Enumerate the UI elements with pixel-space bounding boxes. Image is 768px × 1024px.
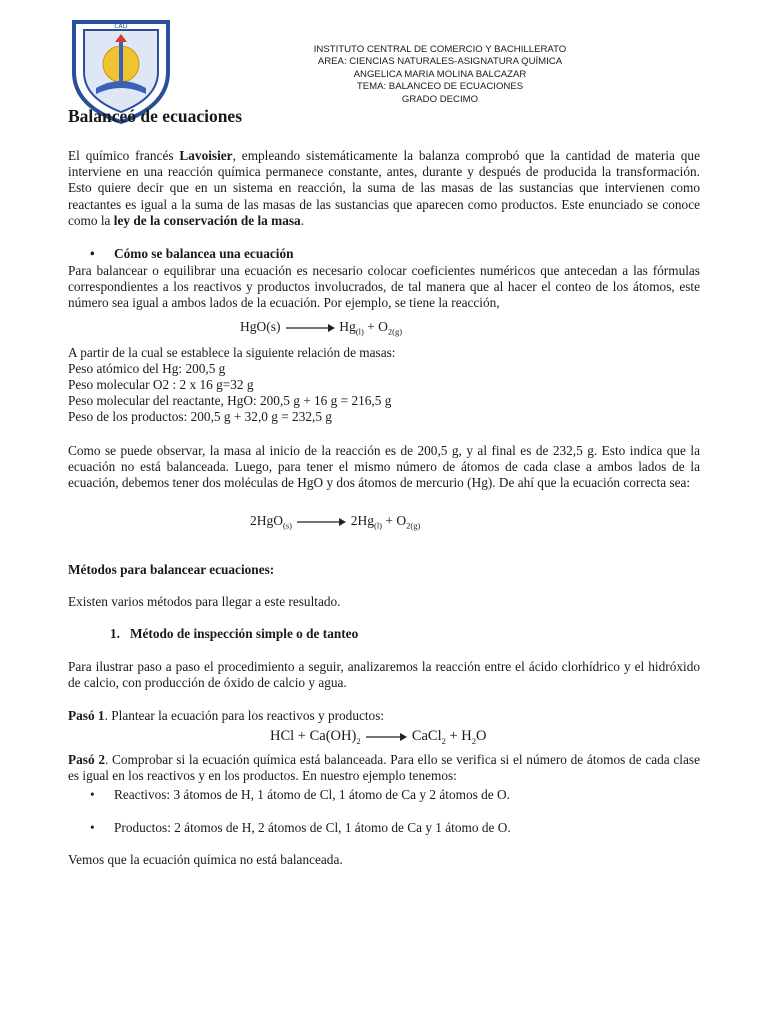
document-header bbox=[250, 44, 630, 106]
step-1-label: Pasó 1 bbox=[68, 708, 105, 723]
section-heading-balance: • Cómo se balancea una ecuación bbox=[90, 246, 294, 261]
reaction-arrow-icon bbox=[364, 732, 408, 742]
reactants-count: • Reactivos: 3 átomos de H, 1 átomo de Cl, 1 átomo de Ca y 2 átomos de O. bbox=[90, 787, 510, 802]
methods-text: Existen varios métodos para llegar a este resultado. bbox=[68, 594, 341, 609]
products-count: • Productos: 2 átomos de H, 2 átomos de Cl, 1 átomo de Ca y 1 átomo de O. bbox=[90, 820, 511, 835]
methods-heading: Métodos para balancear ecuaciones: bbox=[68, 562, 275, 577]
bullet-icon: • bbox=[90, 820, 95, 835]
subject-area: AREA: CIENCIAS NATURALES-ASIGNATURA QUÍMICA bbox=[317, 56, 563, 68]
equation-2: 2HgO$_{(s)}$ $2Hg_{(l)} + O_{2(g)}$ bbox=[250, 513, 421, 531]
topic: TEMA: BALANCEO DE ECUACIONES bbox=[356, 81, 524, 93]
intro-paragraph bbox=[68, 148, 700, 229]
svg-text:CALI: CALI bbox=[114, 23, 128, 30]
mass-line-o2: Peso molecular O2 : 2 x 16 g=32 g bbox=[68, 377, 254, 392]
section1-paragraph: Para balancear o equilibrar una ecuación es necesario colocar coeficientes numéricos que antecedan a las fórmulas correspondientes a los reactivos y productos involucrados, de tal manera que al hacer el conteo de los átomos, este número sea igual a ambos lados de la ecuación. Por ejemplo, se tiene la reacción, bbox=[68, 263, 700, 311]
mass-line-hgo: Peso molecular del reactante, HgO: 200,5 g + 16 g = 216,5 g bbox=[68, 393, 392, 408]
conclusion: Vemos que la ecuación química no está balanceada. bbox=[68, 852, 343, 867]
method-1-heading: 1. Método de inspección simple o de tanteo bbox=[110, 626, 359, 641]
mass-line-hg: Peso atómico del Hg: 200,5 g bbox=[68, 361, 226, 376]
bullet-icon: • bbox=[90, 246, 95, 261]
bullet-icon: • bbox=[90, 787, 95, 802]
reaction-arrow-icon bbox=[284, 323, 336, 333]
page-title: Balanceó de ecuaciones bbox=[68, 106, 243, 126]
law-name: ley de la conservación de la masa bbox=[113, 212, 301, 228]
equation-1: HgO(s) $Hg_{(l)} + O_{2(g)}$ bbox=[240, 319, 403, 337]
observation-paragraph: Como se puede observar, la masa al inicio de la reacción es de 200,5 g, y al final es de 232,5 g. Esto indica que la ecuación no está balanceada. Luego, para tener el mismo número de átomos de cada clase a ambos lados de la ecuación, debemos tener dos moléculas de HgO y dos átomos de mercurio (Hg). De ahí que la ecuación correcta sea: bbox=[68, 443, 700, 491]
intro-text-2: , empleando sistemáticamente la balanza comprobó que la cantidad de materia que interviene en una reacción química permanece constante, antes, durante y después de producida la transformación. Esto quiere decir que en un sistema en reacción, la suma de las masas de las sustancias que intervienen como reactantes es igual a la suma de las masas de las sustancias que aparecen como productos. Este enunciado se conoce como la bbox=[68, 148, 700, 228]
grade: GRADO DECIMO bbox=[401, 93, 479, 105]
intro-text-1: El químico francés bbox=[68, 148, 180, 163]
reaction-arrow-icon bbox=[295, 517, 347, 527]
institution-name: INSTITUTO CENTRAL DE COMERCIO Y BACHILLERATO bbox=[313, 44, 567, 55]
step-1: Pasó 1. Plantear la ecuación para los reactivos y productos: bbox=[68, 708, 385, 723]
equation-3: HCl + $Ca(OH)_2$ CaCl$_2$ + $H_2O$ bbox=[270, 728, 487, 746]
method-1-paragraph: Para ilustrar paso a paso el procedimiento a seguir, analizaremos la reacción entre el ácido clorhídrico y el hidróxido de calcio, con producción de óxido de calcio y agua. bbox=[68, 659, 700, 691]
mass-line-products: Peso de los productos: 200,5 g + 32,0 g = 232,5 g bbox=[68, 409, 332, 424]
author-name: ANGELICA MARIA MOLINA BALCAZAR bbox=[353, 68, 527, 80]
step-2-label: Pasó 2 bbox=[68, 752, 105, 767]
step-2: Pasó 2. Comprobar si la ecuación química está balanceada. Para ello se verifica si el número de átomos de cada clase es igual en los reactivos y en los productos. En nuestro ejemplo tenemos: bbox=[68, 752, 700, 784]
masses-intro: A partir de la cual se establece la siguiente relación de masas: bbox=[68, 345, 396, 360]
lavoisier-name: Lavoisier bbox=[179, 148, 233, 163]
intro-text-3: . bbox=[300, 212, 305, 228]
